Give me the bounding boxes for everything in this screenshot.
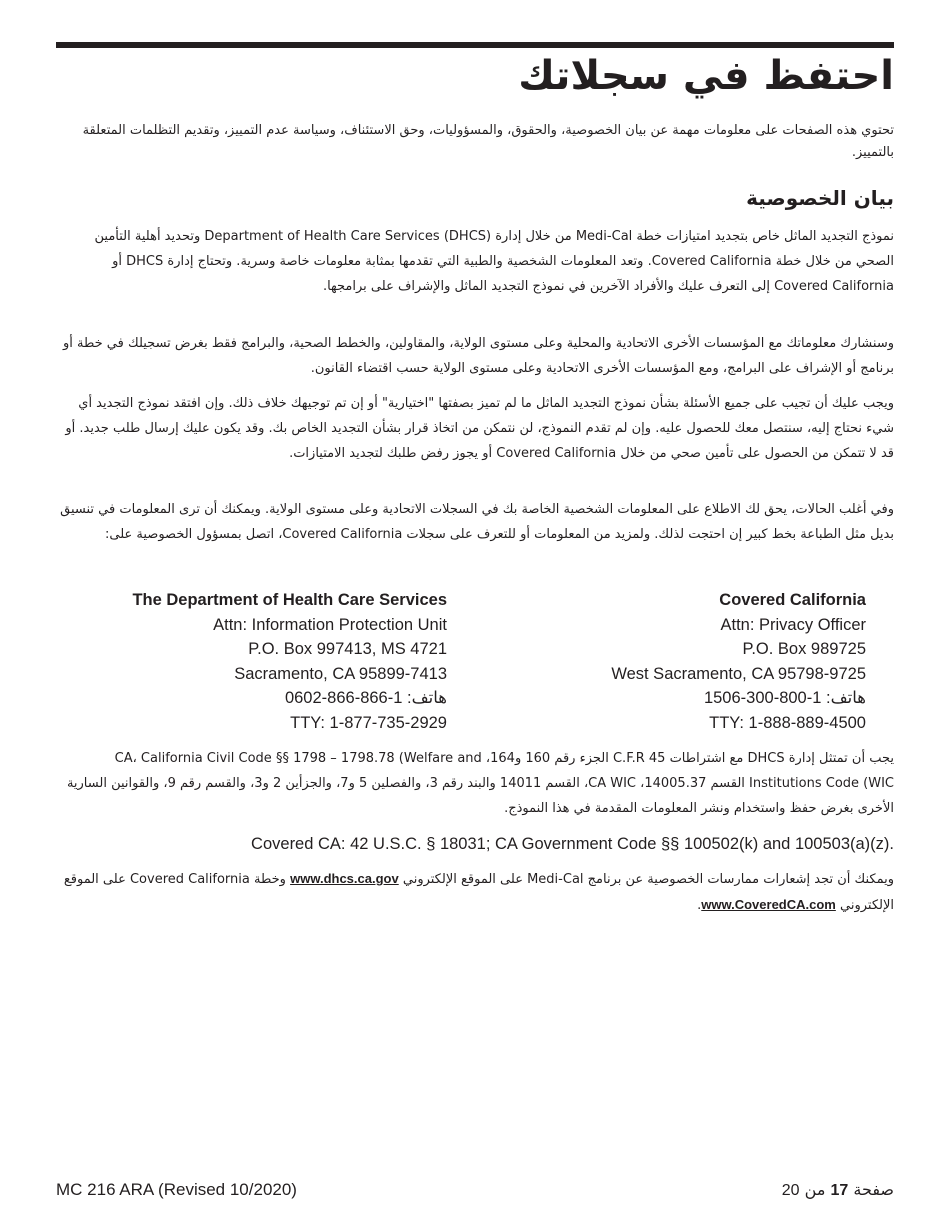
- dhcs-attn: Attn: Information Protection Unit: [213, 615, 447, 634]
- privacy-paragraph-1: نموذج التجديد الماثل خاص بتجديد امتيازات خطة Medi-Cal من خلال إدارة Department of Health Care Services (DHCS) وتحديد أهلية التأمين الصحي من خلال خطة Covered California. وتعد المعلومات الشخصية والطبية التي تقدمها بمثابة معلومات خاصة وسرية. وتحتاج إدارة DHCS أو Covered California إلى التعرف عليك والأفراد الآخرين في نموذج التجديد الماثل والإشراف على برامجها.: [94, 229, 894, 294]
- page-number: [782, 1178, 894, 1203]
- notice-end: .: [697, 898, 702, 913]
- covered-phone: 1-800-300-1506: [703, 689, 822, 707]
- dhcs-phone-line: [132, 686, 447, 711]
- form-identifier: MC 216 ARA (Revised 10/2020): [56, 1180, 297, 1199]
- dhcs-org-name: The Department of Health Care Services: [132, 591, 447, 609]
- privacy-heading: بيان الخصوصية: [746, 186, 894, 210]
- notice-text-middle: وخطة Covered California على الموقع الإلكتروني: [63, 872, 894, 913]
- covered-attn: Attn: Privacy Officer: [720, 615, 866, 634]
- dhcs-city: Sacramento, CA 95899-7413: [234, 664, 447, 683]
- page-of-word: من: [804, 1180, 826, 1199]
- legal-citations: يجب أن تمتثل إدارة DHCS مع اشتراطات C.F.R 45 الجزء رقم 160 و164، CA، California Civil Code §§ 1798 – 1798.78 (Welfare and Institutions Code (WIC القسم 14005.37، CA WIC، القسم 14011 والبند رقم 3، والفصلين 5 و7، والجزأين 2 و3، والقسم رقم 9، والقوانين السارية الأخرى بغرض حفظ واستخدام ونشر المعلومات المقدمة في هذا النموذج.: [66, 751, 894, 816]
- dhcs-phone: 1-866-866-0602: [284, 689, 403, 707]
- privacy-notice-links: [56, 866, 894, 918]
- covered-ca-citation: Covered CA: 42 U.S.C. § 18031; CA Government Code §§ 100502(k) and 100503(a)(z).: [251, 835, 894, 853]
- privacy-paragraph-2: وسنشارك معلوماتك مع المؤسسات الأخرى الاتحادية والمحلية وعلى مستوى الولاية، والمقاولين، والخطط الصحية، والبرامج فقط بغرض تسجيلك في خطة أو برنامج أو الإشراف على البرامج، ومع المؤسسات الأخرى الاتحادية وعلى مستوى الولاية حسب اقتضاء القانون.: [62, 336, 894, 376]
- covered-city: West Sacramento, CA 95798-9725: [611, 664, 866, 683]
- covered-org-name: Covered California: [719, 591, 866, 609]
- covered-tty: TTY: 1-888-889-4500: [709, 713, 866, 732]
- intro-text: تحتوي هذه الصفحات على معلومات مهمة عن بيان الخصوصية، والحقوق، والمسؤوليات، وحق الاستئناف، وسياسة عدم التمييز، وتقديم التظلمات المتعلقة بالتمييز.: [82, 123, 894, 160]
- dhcs-website-link[interactable]: www.dhcs.ca.gov: [290, 871, 399, 886]
- covered-po-box: P.O. Box 989725: [742, 640, 866, 658]
- privacy-paragraph-4: وفي أغلب الحالات، يحق لك الاطلاع على المعلومات الشخصية الخاصة بك في السجلات الاتحادية وعلى مستوى الولاية. ويمكنك أن ترى المعلومات في تنسيق بديل مثل الطباعة بخط كبير إن احتجت لذلك. ولمزيد من المعلومات أو للتعرف على سجلات Covered California، اتصل بمسؤول الخصوصية على:: [60, 502, 894, 542]
- page-current: 17: [830, 1182, 849, 1199]
- covered-phone-label: هاتف:: [826, 689, 866, 707]
- dhcs-phone-label: هاتف:: [407, 689, 447, 707]
- notice-text-before: ويمكنك أن تجد إشعارات ممارسات الخصوصية عن برنامج Medi-Cal على الموقع الإلكتروني: [402, 872, 894, 887]
- page-title: احتفظ في سجلاتك: [518, 53, 894, 99]
- dhcs-address: [132, 588, 447, 735]
- covered-california-address: [611, 588, 866, 735]
- privacy-paragraph-3: ويجب عليك أن تجيب على جميع الأسئلة بشأن نموذج التجديد الماثل ما لم تميز بصفتها "اختيارية" أو إن تم توجيهك خلاف ذلك. وإن افتقد نموذج التجديد أي شيء نحتاج إليه، سنتصل معك للحصول عليه. وإن لم تقدم النموذج، لن نتمكن من اتخاذ قرار بشأن التجديد الخاص بك. وقد يكون عليك إرسال طلب جديد. أو قد لا تتمكن من الحصول على تأمين صحي من خلال Covered California أو يجوز رفض طلبك لتجديد الامتيازات.: [65, 396, 894, 461]
- dhcs-tty: TTY: 1-877-735-2929: [290, 713, 447, 732]
- page-total: 20: [781, 1182, 800, 1199]
- top-rule: [56, 42, 894, 48]
- covered-phone-line: [611, 686, 866, 711]
- page-word: صفحة: [853, 1180, 894, 1199]
- dhcs-po-box: P.O. Box 997413, MS 4721: [248, 640, 447, 658]
- coveredca-website-link[interactable]: www.CoveredCA.com: [701, 897, 836, 912]
